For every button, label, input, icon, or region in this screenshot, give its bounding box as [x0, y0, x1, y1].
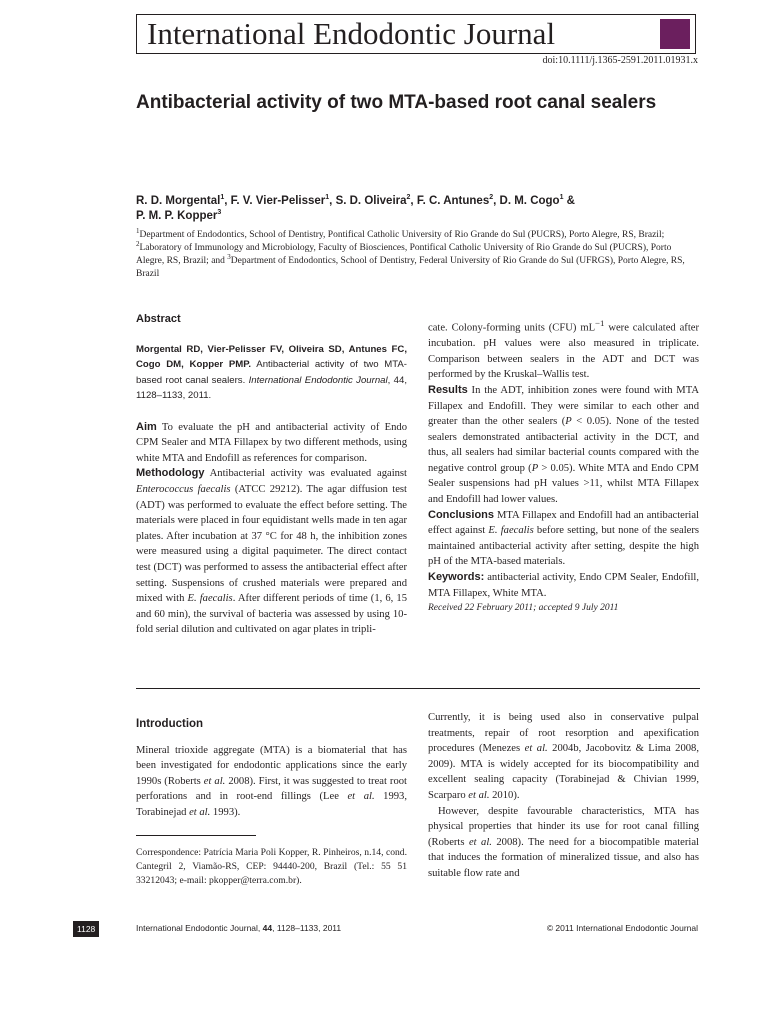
author-affiliation-mark: 1 [220, 194, 225, 202]
author-separator: , [329, 195, 336, 207]
intro-paragraph [428, 804, 699, 882]
intro-text: Currently, it is being used also in conservative pulpal treatments, repair of root resorption and apexification procedures (Menezes [428, 712, 699, 755]
et-al: et al. [468, 789, 490, 801]
aim-paragraph [136, 420, 407, 467]
superscript: −1 [595, 318, 605, 328]
abstract-heading: Abstract [136, 313, 181, 325]
author-affiliation-mark: 1 [325, 194, 330, 202]
intro-right-column [428, 710, 699, 882]
footer-citation [136, 923, 341, 933]
intro-text: 2004b, Jacobovitz & Lima 2008, 2009). MTA is widely accepted for its biocompatibility and excellent sealing capacity (Torabinejad & Chivian 1999, Scarparo [428, 743, 699, 801]
citation-details: , 44, 1128–1133, 2011. [136, 374, 408, 402]
intro-text: 2010). [489, 789, 520, 801]
methodology-text: Antibacterial activity was evaluated against [204, 468, 407, 480]
aim-label: Aim [136, 420, 157, 433]
results-label: Results [428, 383, 468, 396]
affiliation-1: Department of Endodontics, School of Dentistry, Pontifical Catholic University of Rio Grande do Sul (PUCRS), Porto Alegre, RS, Brazil; [139, 230, 665, 240]
journal-color-block [660, 19, 690, 49]
species-name: Enterococcus faecalis [136, 483, 231, 495]
article-title: Antibacterial activity of two MTA-based root canal sealers [136, 92, 657, 113]
et-al: et al. [468, 836, 492, 848]
affiliation-mark: 2 [136, 239, 140, 248]
section-divider [136, 688, 700, 689]
intro-text: 2008). First, it was suggested to treat root perforations and in root-end fillings (Lee [136, 775, 407, 803]
author-affiliation-mark: 2 [489, 194, 494, 202]
results-text: In the ADT, inhibition zones were found with MTA Fillapex and Endofill. They were similar to each other and greater than the other sealers ( [428, 384, 699, 428]
results-text: < 0.05). None of the tested sealers demonstrated antibacterial activity in the DCT, and thus, all sealers had similar bacterial counts compared with the negative control group ( [428, 416, 699, 474]
et-al: et al. [189, 806, 211, 818]
methodology-text: . After different periods of time (1, 6, 15 and 60 min), the survival of bacteria was assessed by using 10-fold serial dilution and cultivated on agar plates in tripli- [136, 593, 407, 636]
footer-pages: , 1128–1133, 2011 [272, 923, 342, 933]
page-footer [0, 922, 768, 938]
intro-text: However, despite favourable characteristics, MTA has physical properties that hinder its use for root canal filling (Roberts [428, 805, 699, 848]
conclusions-paragraph [428, 508, 699, 570]
author: R. D. Morgental [136, 195, 221, 207]
methodology-text: were calculated after incubation. pH values were also measured in triplicate. Comparison between sealers in the ADT and DCT was performed by the Kruskal–Wallis test. [428, 322, 700, 381]
methodology-text: (ATCC 29212). The agar diffusion test (ADT) was performed to evaluate the effect before setting. The materials were placed in four equidistant wells made in ten agar plates. After incubation at 37 °C for 48 h, the inhibition zones were measured using a digital paquimeter. The direct contact test (DCT) was performed to assess the antibacterial effect after setting. Suspensions of crushed materials were prepared and mixed with [136, 483, 407, 605]
journal-masthead [136, 14, 696, 54]
keywords-text: antibacterial activity, Endo CPM Sealer, Endofill, MTA Fillapex, White MTA. [428, 572, 699, 599]
affiliation-3: Department of Endodontics, School of Dentistry, Federal University of Rio Grande do Sul (UFRGS), Porto Alegre, RS, Brazil [136, 256, 685, 279]
keywords-label: Keywords: [428, 571, 485, 584]
intro-text: 2008). The need for a biocompatible material that induces the formation of mineralized tissue, and also has suitable flow rate and [428, 836, 700, 879]
citation-title: Antibacterial activity of two MTA-based root canal sealers. [136, 359, 408, 386]
author: F. C. Antunes [416, 195, 490, 207]
et-al: et al. [524, 743, 548, 755]
intro-text: 1993). [210, 806, 241, 818]
p-value-symbol: P [565, 416, 572, 428]
intro-left-column [136, 710, 407, 888]
author-affiliation-mark: 2 [406, 194, 411, 202]
abstract-right-column [428, 316, 699, 617]
author-separator: , [224, 195, 231, 207]
affiliation-2: Laboratory of Immunology and Microbiology, Faculty of Biosciences, Pontifical Catholic University of Rio Grande do Sul (PUCRS), Porto Alegre, RS, Brazil; and [136, 243, 672, 266]
conclusions-text: MTA Fillapex and Endofill had an antibacterial effect against [428, 509, 699, 537]
author-list [136, 194, 716, 224]
keywords [428, 570, 699, 601]
author-separator: , [410, 195, 417, 207]
p-value-symbol: P [531, 462, 539, 474]
species-name: E. faecalis [488, 525, 534, 537]
author: D. M. Cogo [499, 195, 560, 207]
received-dates: Received 22 February 2011; accepted 9 July 2011 [428, 603, 619, 614]
citation-journal: International Endodontic Journal [248, 374, 388, 386]
page-number: 1128 [73, 921, 99, 937]
methodology-text: cate. Colony-forming units (CFU) mL [428, 322, 596, 334]
intro-text: 1993, Torabinejad [136, 791, 408, 818]
author: P. M. P. Kopper [136, 210, 218, 222]
abstract-left-column [136, 312, 407, 638]
conclusions-text: before setting, but none of the sealers maintained antibacterial activity after setting, despite the high pH of the MTA-based materials. [428, 525, 700, 568]
correspondence: Correspondence: Patrícia Maria Poli Kopper, R. Pinheiros, n.14, cond. Cantegril 2, Viamão-RS, CEP: 94440-200, Brazil (Tel.: 55 51 33212043; e-mail: pkopper@terra.com.br). [136, 846, 407, 886]
citation [136, 342, 407, 404]
footer-volume: 44 [262, 923, 273, 933]
aim-text: To evaluate the pH and antibacterial activity of Endo CPM Sealer and MTA Fillapex by two different methods, using white MTA and Endofill as references for comparison. [136, 421, 407, 464]
intro-text: Mineral trioxide aggregate (MTA) is a biomaterial that has been investigated for endodontic applications since the early 1990s (Roberts [136, 744, 407, 787]
methodology-paragraph [136, 466, 407, 638]
footer-copyright: © 2011 International Endodontic Journal [546, 923, 698, 933]
introduction-heading: Introduction [136, 718, 204, 730]
doi[interactable]: doi:10.1111/j.1365-2591.2011.01931.x [542, 55, 698, 66]
methodology-continued [428, 316, 699, 383]
journal-name: International Endodontic Journal [147, 16, 556, 51]
author-affiliation-mark: 1 [559, 194, 564, 202]
author: S. D. Oliveira [335, 195, 407, 207]
author-affiliation-mark: 3 [217, 209, 222, 217]
intro-paragraph [136, 743, 407, 821]
species-name: E. faecalis [187, 593, 233, 605]
intro-paragraph [428, 710, 699, 804]
author-separator: & [563, 195, 575, 207]
et-al: et al. [347, 791, 375, 803]
et-al: et al. [203, 775, 226, 787]
author-separator: , [493, 195, 500, 207]
results-text: > 0.05). White MTA and Endo CPM Sealer suspensions had pH values >11, whilst MTA Fillapex and Endofill had lower values. [428, 462, 699, 506]
methodology-label: Methodology [136, 467, 205, 480]
conclusions-label: Conclusions [428, 508, 495, 521]
author: F. V. Vier-Pelisser [230, 195, 326, 207]
affiliations [136, 226, 701, 281]
affiliation-mark: 3 [227, 252, 231, 261]
affiliation-mark: 1 [136, 226, 140, 235]
footer-journal: International Endodontic Journal, [136, 923, 263, 933]
citation-authors: Morgental RD, Vier-Pelisser FV, Oliveira SD, Antunes FC, Cogo DM, Kopper PMP. [136, 343, 407, 371]
footnote-divider [136, 835, 256, 836]
results-paragraph [428, 383, 699, 508]
